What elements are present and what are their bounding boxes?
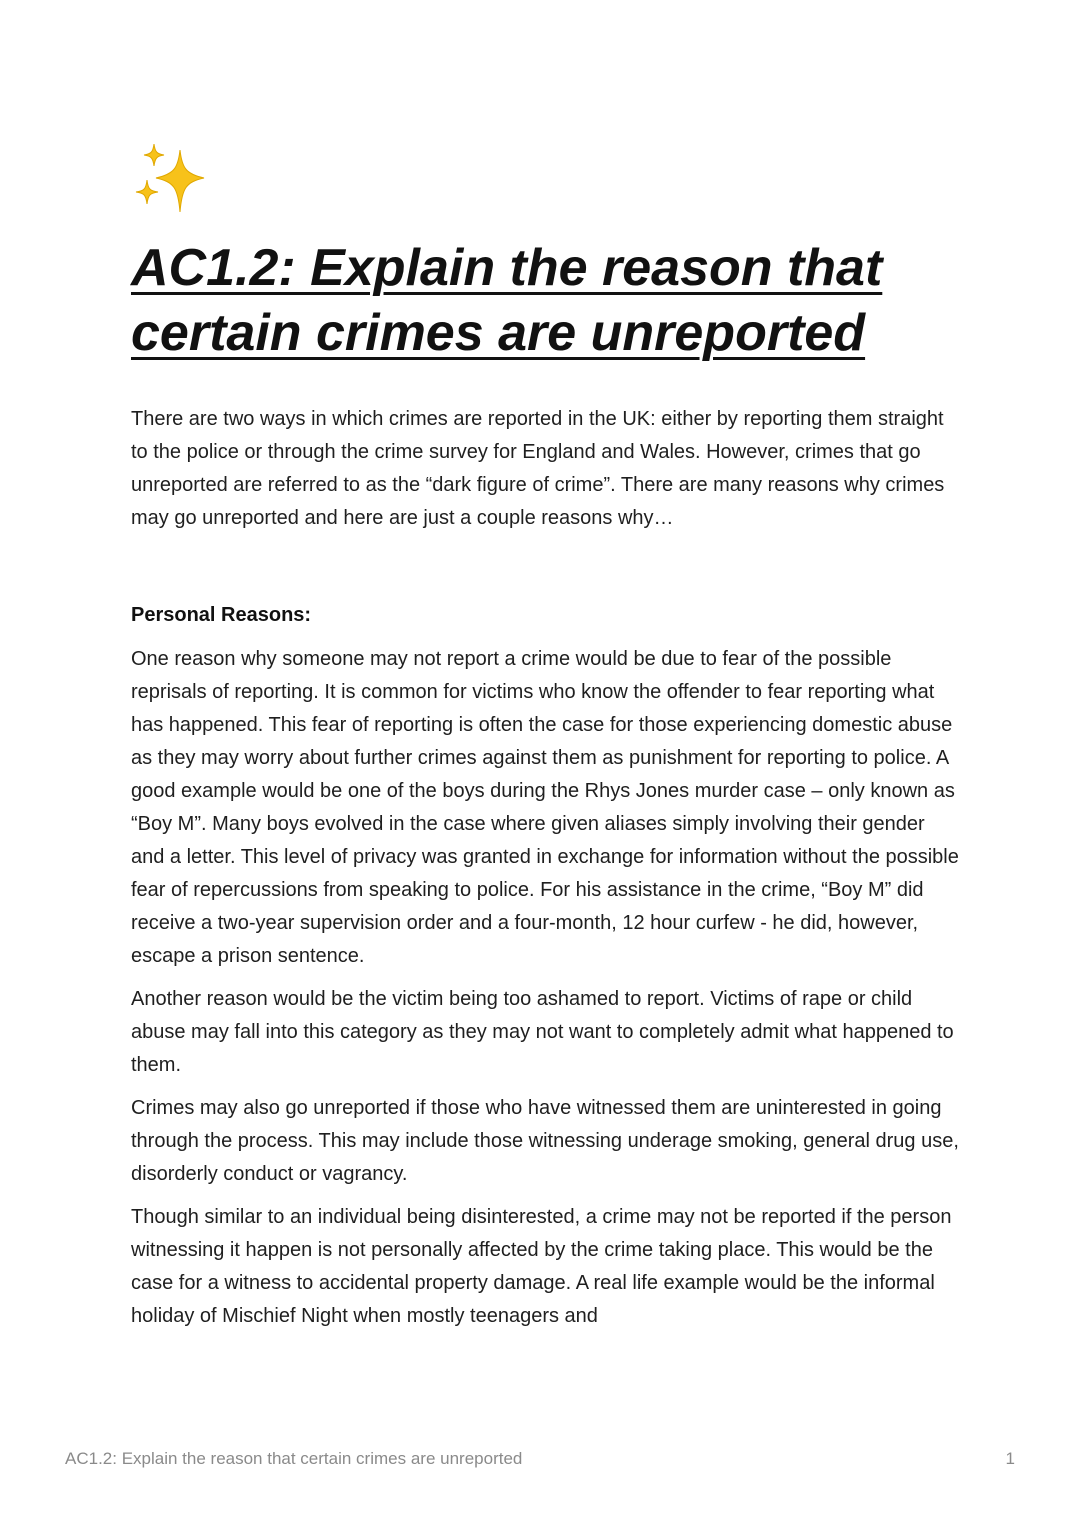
footer-running-title: AC1.2: Explain the reason that certain crimes are unreported xyxy=(65,1449,523,1468)
body-paragraph-ashamed: Another reason would be the victim being too ashamed to report. Victims of rape or child abuse may fall into this category as they may not want to completely admit what happened to them. xyxy=(131,988,954,1076)
document-body xyxy=(131,403,961,1343)
section-heading: Personal Reasons: xyxy=(131,604,312,626)
body-paragraph-uninterested: Crimes may also go unreported if those who have witnessed them are uninterested in going through the process. This may include those witnessing underage smoking, general drug use, disorderly conduct or vagrancy. xyxy=(131,1097,959,1185)
body-paragraph-not-affected: Though similar to an individual being disinterested, a crime may not be reported if the person witnessing it happen is not personally affected by the crime taking place. This would be the case for a witness to accidental property damage. A real life example would be the informal holiday of Mischief Night when mostly teenagers and xyxy=(131,1206,952,1327)
document-title: AC1.2: Explain the reason that certain crimes are unreported xyxy=(131,239,883,362)
body-paragraph-fear: One reason why someone may not report a crime would be due to fear of the possible reprisals of reporting. It is common for victims who know the offender to fear reporting what has happened. This fear of reporting is often the case for those experiencing domestic abuse as they may worry about further crimes against them as punishment for reporting to police. A good example would be one of the boys during the Rhys Jones murder case – only known as “Boy M”. Many boys evolved in the case where given aliases simply involving their gender and a letter. This level of privacy was granted in exchange for information without the possible fear of repercussions from speaking to police. For his assistance in the crime, “Boy M” did receive a two-year supervision order and a four-month, 12 hour curfew - he did, however, escape a prison sentence. xyxy=(131,648,959,967)
intro-paragraph: There are two ways in which crimes are reported in the UK: either by reporting them straight to the police or through the crime survey for England and Wales. However, crimes that go unreported are referred to as the “dark figure of crime”. There are many reasons why crimes may go unreported and here are just a couple reasons why… xyxy=(131,408,945,529)
sparkles-icon xyxy=(132,142,212,218)
footer-page-number: 1 xyxy=(1005,1449,1015,1468)
